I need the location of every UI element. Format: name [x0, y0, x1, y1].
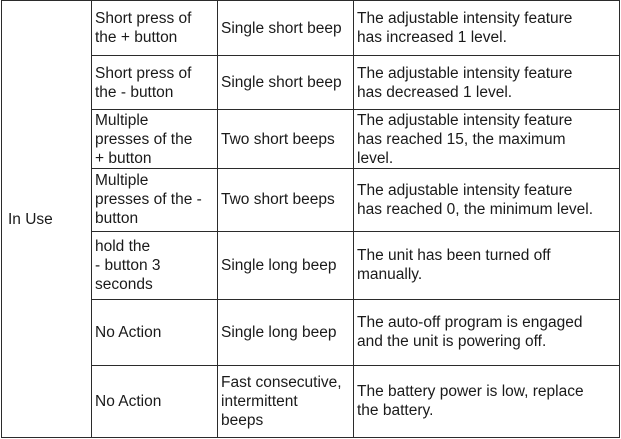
action-cell: Short press of the - button	[92, 56, 218, 110]
meaning-cell: The adjustable intensity feature has reached 0, the minimum level.	[354, 169, 620, 231]
meaning-cell: The adjustable intensity feature has increased 1 level.	[354, 1, 620, 56]
meaning-cell: The adjustable intensity feature has decreased 1 level.	[354, 56, 620, 110]
action-cell: Short press of the + button	[92, 1, 218, 56]
action-cell: No Action	[92, 365, 218, 437]
meaning-cell: The battery power is low, replace the battery.	[354, 365, 620, 437]
table-row	[2, 365, 620, 437]
sound-cell: Single short beep	[218, 56, 354, 110]
table-row	[2, 299, 620, 365]
sound-cell: Two short beeps	[218, 110, 354, 169]
sound-cell: Single long beep	[218, 231, 354, 299]
beep-code-table	[1, 0, 620, 438]
table-row	[2, 110, 620, 169]
meaning-cell: The auto-off program is engaged and the unit is powering off.	[354, 299, 620, 365]
sound-cell: Single long beep	[218, 299, 354, 365]
action-cell: Multiple presses of the + button	[92, 110, 218, 169]
action-cell: No Action	[92, 299, 218, 365]
meaning-cell: The adjustable intensity feature has reached 15, the maximum level.	[354, 110, 620, 169]
meaning-cell: The unit has been turned off manually.	[354, 231, 620, 299]
state-cell: In Use	[2, 1, 92, 438]
table-row	[2, 1, 620, 56]
table-row	[2, 169, 620, 231]
sound-cell: Two short beeps	[218, 169, 354, 231]
action-cell: hold the - button 3 seconds	[92, 231, 218, 299]
table-row	[2, 56, 620, 110]
sound-cell: Single short beep	[218, 1, 354, 56]
sound-cell: Fast consecutive, intermittent beeps	[218, 365, 354, 437]
table-row	[2, 231, 620, 299]
action-cell: Multiple presses of the - button	[92, 169, 218, 231]
